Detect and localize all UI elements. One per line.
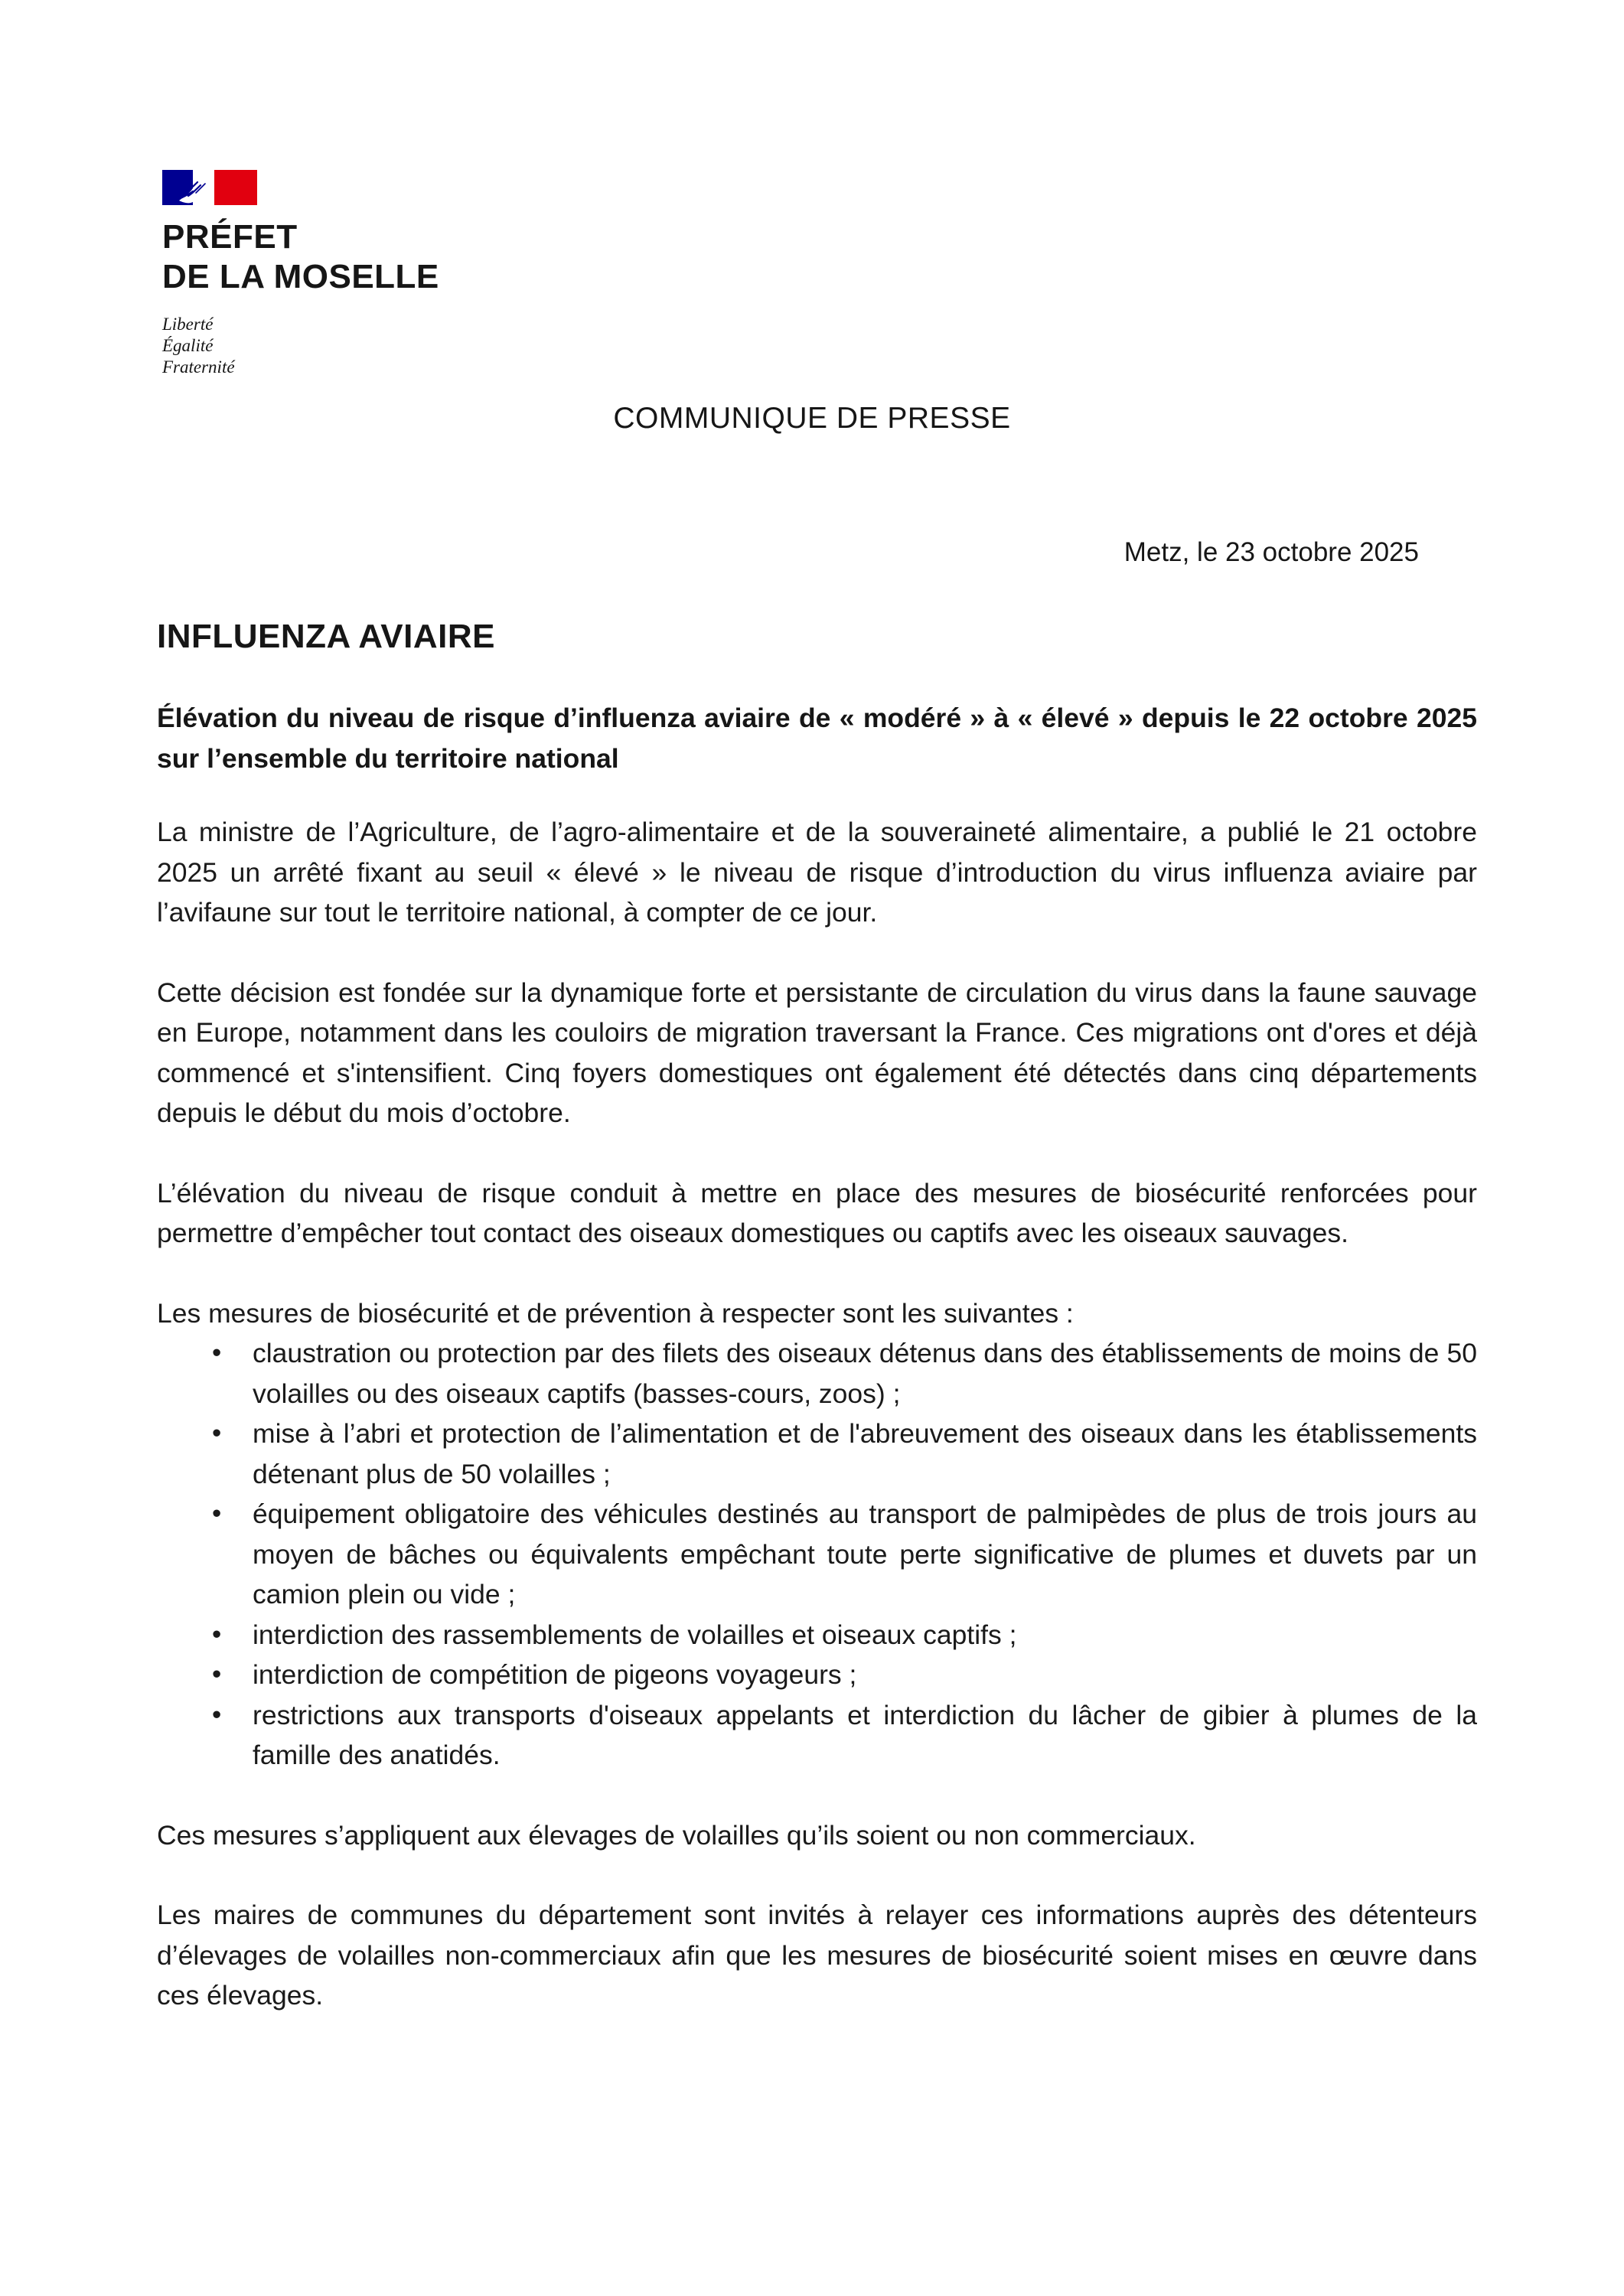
- list-item: [212, 1494, 1477, 1615]
- bullet-icon: •: [212, 1699, 222, 1730]
- measure-text: mise à l’abri et protection de l’alimentation et de l'abreuvement des oiseaux dans les établissements détenant plus de 50 volailles ;: [253, 1418, 1477, 1489]
- bullet-icon: •: [212, 1499, 222, 1528]
- measure-text: interdiction des rassemblements de volailles et oiseaux captifs ;: [253, 1619, 1017, 1650]
- motto-liberte: Liberté: [162, 315, 214, 334]
- paragraph-mayors: Les maires de communes du département sont invités à relayer ces informations auprès des détenteurs d’élevages de volailles non-commerciaux afin que les mesures de biosécurité soient mises en œuvre dans ces élevages.: [157, 1900, 1477, 2011]
- press-release-subtitle: Élévation du niveau de risque d’influenza aviaire de « modéré » à « élevé » depuis le 22 octobre 2025 sur l’ensemble du territoire national: [157, 703, 1477, 774]
- measures-list: [157, 1333, 1477, 1776]
- list-item: [212, 1695, 1477, 1776]
- place-and-date: Metz, le 23 octobre 2025: [1123, 537, 1419, 567]
- prefecture-name-line-1: PRÉFET: [162, 218, 298, 256]
- marianne-flag-icon: [162, 170, 257, 205]
- list-item: [212, 1655, 1477, 1695]
- paragraph-scope: Ces mesures s’appliquent aux élevages de volailles qu’ils soient ou non commerciaux.: [157, 1819, 1196, 1851]
- prefecture-name-line-2: DE LA MOSELLE: [162, 258, 439, 295]
- list-item: [212, 1615, 1477, 1655]
- measures-intro: Les mesures de biosécurité et de prévention à respecter sont les suivantes :: [157, 1297, 1074, 1329]
- bullet-icon: •: [212, 1659, 222, 1689]
- list-item: [212, 1333, 1477, 1414]
- document-type-heading: COMMUNIQUE DE PRESSE: [613, 402, 1011, 435]
- measure-text: restrictions aux transports d'oiseaux appelants et interdiction du lâcher de gibier à plumes de la famille des anatidés.: [253, 1699, 1477, 1770]
- motto-fraternite: Fraternité: [162, 357, 235, 377]
- paragraph-biosecurity: L’élévation du niveau de risque conduit à mettre en place des mesures de biosécurité renforcées pour permettre d’empêcher tout contact des oiseaux domestiques ou captifs avec les oiseaux sauvages.: [157, 1177, 1477, 1248]
- measure-text: interdiction de compétition de pigeons voyageurs ;: [253, 1659, 857, 1690]
- prefecture-name: [162, 217, 439, 297]
- republic-motto: [162, 314, 439, 378]
- bullet-icon: •: [212, 1418, 222, 1448]
- paragraph-justification: Cette décision est fondée sur la dynamique forte et persistante de circulation du virus dans la faune sauvage en Europe, notamment dans les couloirs de migration traversant la France. Ces migrations ont d'ores et déjà commencé et s'intensifient. Cinq foyers domestiques ont également été détectés dans cinq départements depuis le début du mois d’octobre.: [157, 977, 1477, 1128]
- bullet-icon: •: [212, 1338, 222, 1368]
- paragraph-decree: La ministre de l’Agriculture, de l’agro-alimentaire et de la souveraineté alimentaire, a publié le 21 octobre 2025 un arrêté fixant au seuil « élevé » le niveau de risque d’introduction du virus influenza aviaire par l’avifaune sur tout le territoire national, à compter de ce jour.: [157, 817, 1477, 928]
- motto-egalite: Égalité: [162, 336, 214, 355]
- list-item: [212, 1414, 1477, 1494]
- topic-title: INFLUENZA AVIAIRE: [157, 618, 495, 655]
- bullet-icon: •: [212, 1619, 222, 1649]
- measure-text: claustration ou protection par des filets des oiseaux détenus dans des établissements de moins de 50 volailles ou des oiseaux captifs (basses-cours, zoos) ;: [253, 1338, 1477, 1409]
- prefecture-logo: [162, 170, 439, 378]
- flag-red-band: [214, 170, 257, 205]
- press-release-body: [157, 698, 1477, 2016]
- measure-text: équipement obligatoire des véhicules destinés au transport de palmipèdes de plus de trois jours au moyen de bâches ou équivalents empêchant toute perte significative de plumes et duvets par un camion plein ou vide ;: [253, 1499, 1477, 1609]
